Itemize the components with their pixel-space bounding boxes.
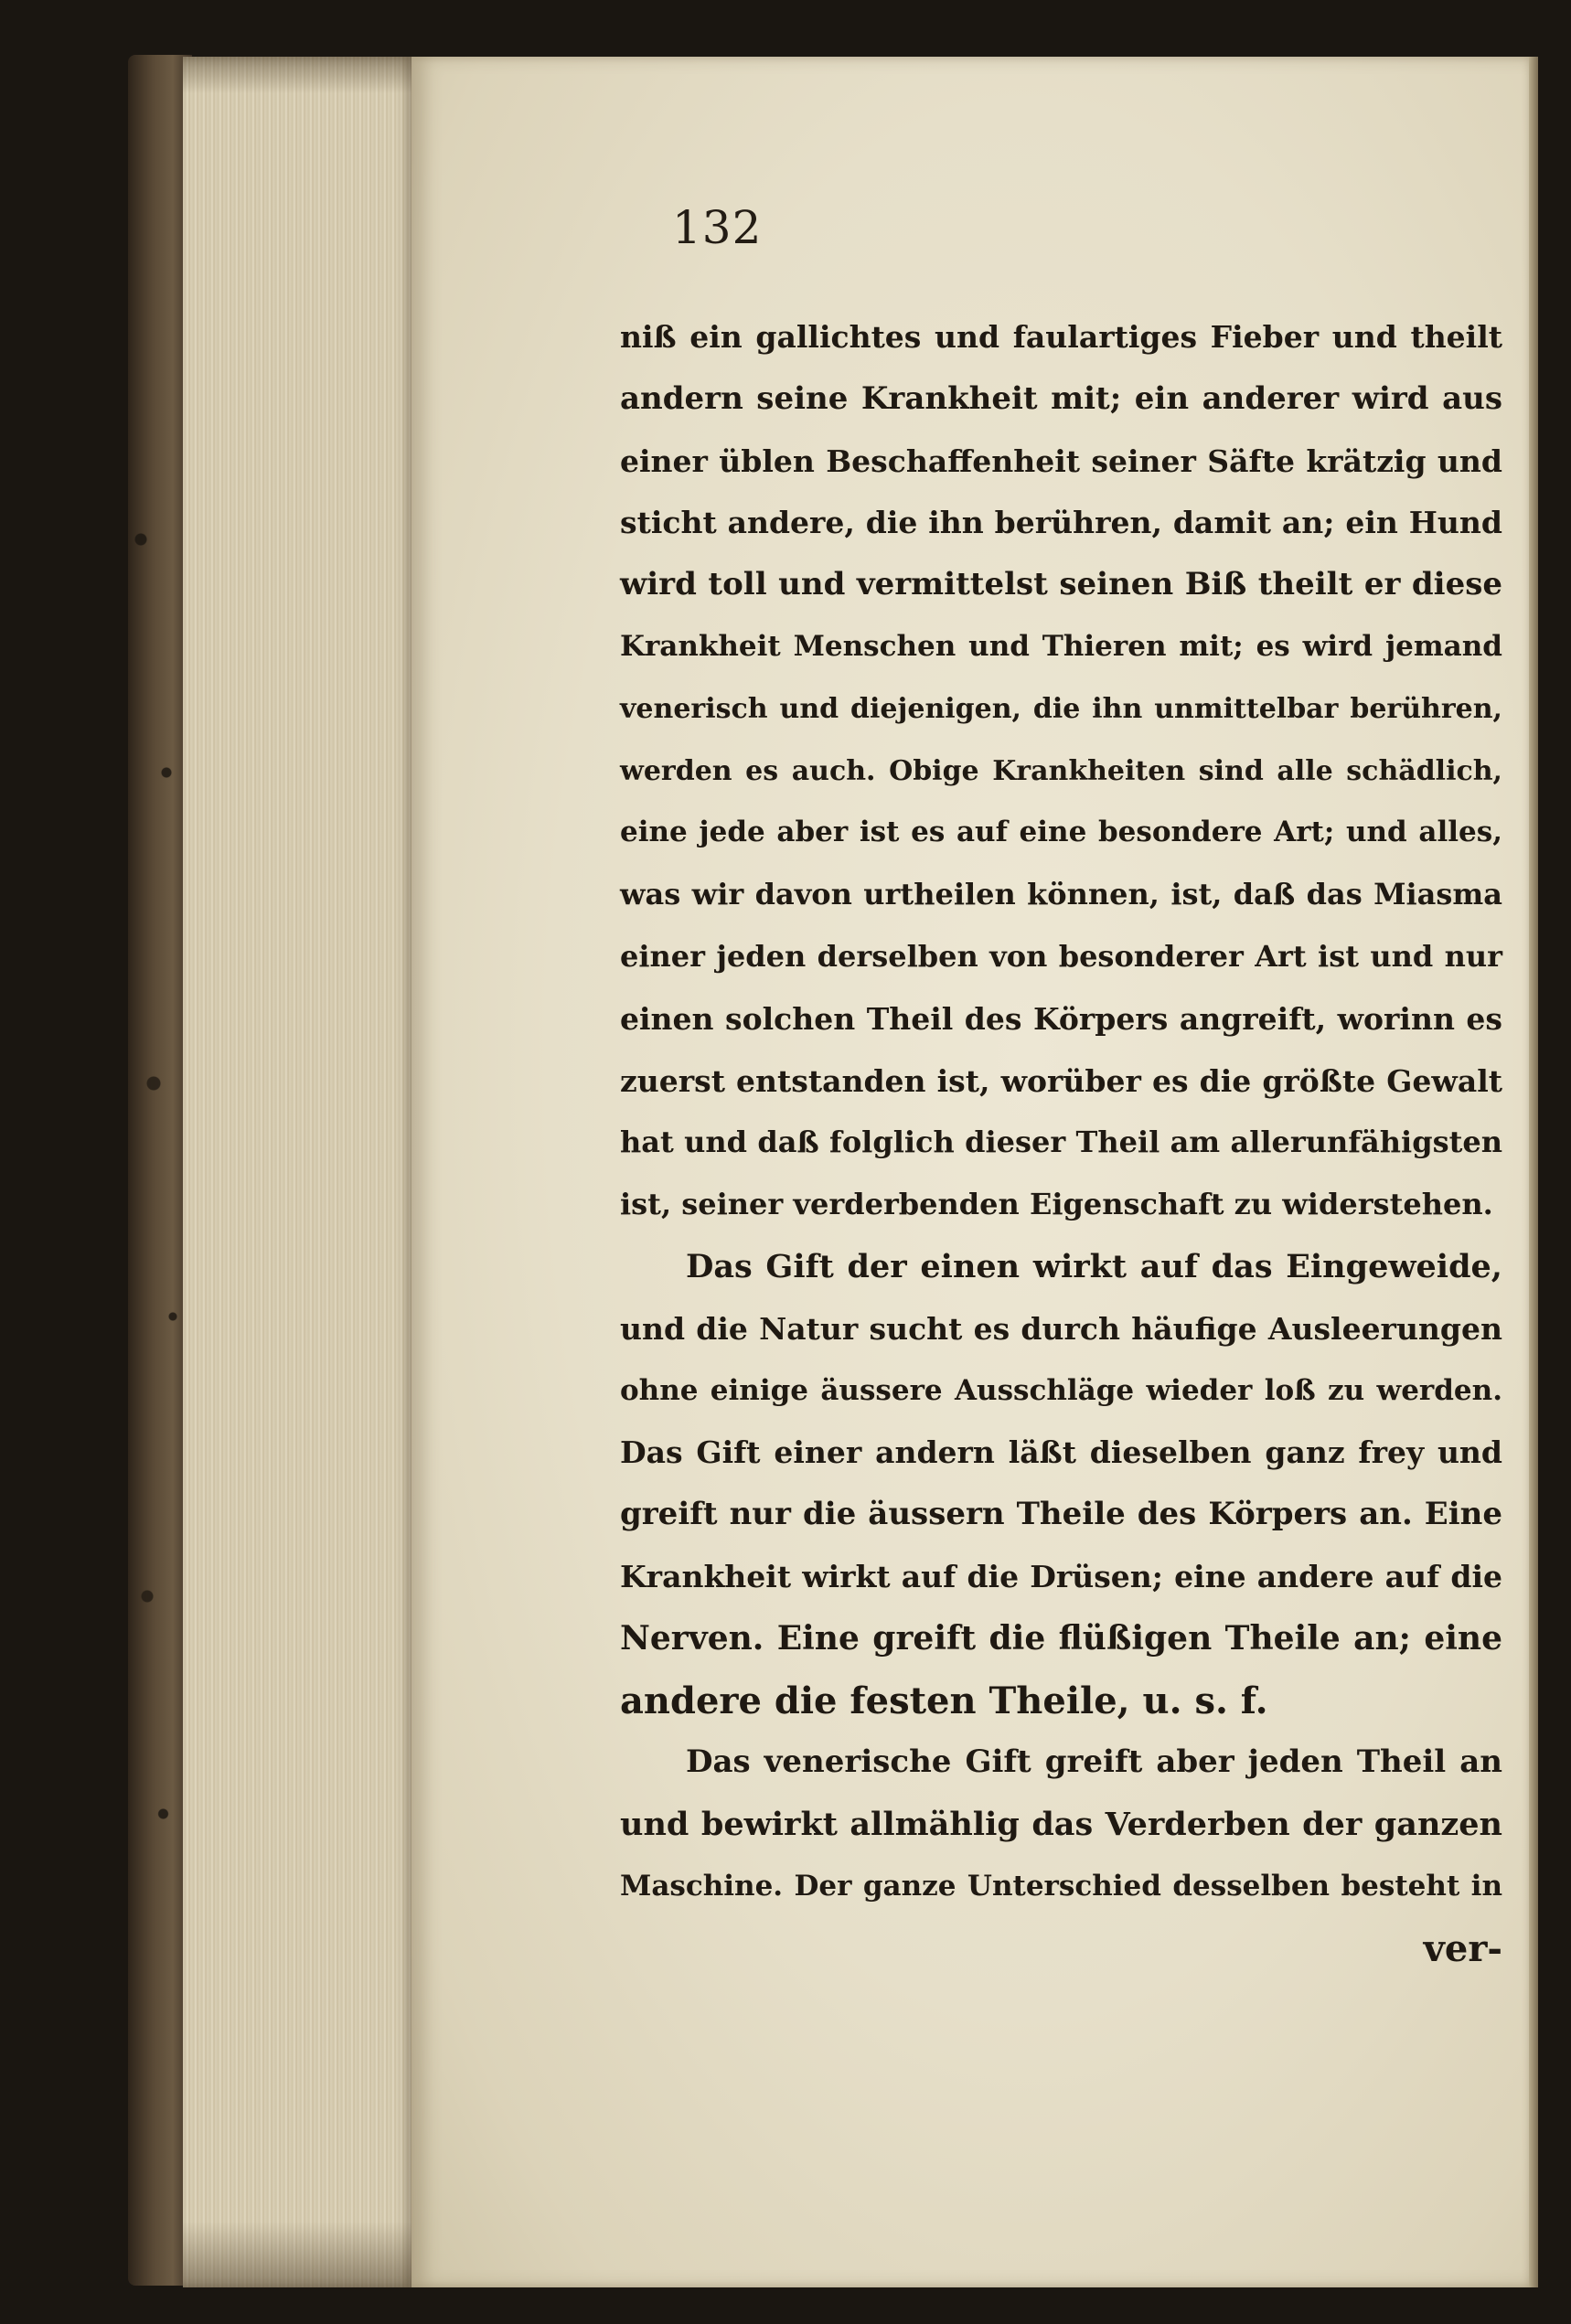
page-edges-shadow-top xyxy=(183,57,411,93)
text-line: eine jede aber ist es auf eine besondere Art; und alles, xyxy=(620,816,1502,849)
text-line: Das Gift einer andern läßt dieselben ganz frey und xyxy=(620,1434,1502,1471)
page-number: 132 xyxy=(672,201,763,254)
text-line: Das Gift der einen wirkt auf das Eingeweide, xyxy=(686,1247,1502,1285)
text-line: andern seine Krankheit mit; ein anderer wird aus xyxy=(620,379,1502,417)
text-line: und die Natur sucht es durch häufige Ausleerungen xyxy=(620,1310,1502,1347)
text-line: greift nur die äussern Theile des Körpers an. Eine xyxy=(620,1496,1502,1533)
text-line: werden es auch. Obige Krankheiten sind alle schädlich, xyxy=(620,754,1502,787)
text-line: zuerst entstanden ist, worüber es die größte Gewalt xyxy=(620,1062,1502,1099)
text-line: ist, seiner verderbenden Eigenschaft zu widerstehen. xyxy=(620,1187,1493,1222)
text-line: niß ein gallichtes und faulartiges Fieber und theilt xyxy=(620,319,1502,355)
text-line: venerisch und diejenigen, die ihn unmittelbar berühren, xyxy=(620,692,1502,725)
text-line: einer jeden derselben von besonderer Art ist und nur xyxy=(620,938,1502,974)
text-line: Nerven. Eine greift die flüßigen Theile an; eine xyxy=(620,1618,1502,1658)
page-edges-shadow-bottom xyxy=(183,2222,411,2287)
paragraph xyxy=(620,1732,1502,1917)
text-line: Krankheit wirkt auf die Drüsen; eine andere auf die xyxy=(620,1558,1502,1594)
paragraph xyxy=(620,1236,1502,1732)
text-line: und bewirkt allmählig das Verderben der ganzen xyxy=(620,1806,1502,1844)
text-line: wird toll und vermittelst seinen Biß theilt er diese xyxy=(620,566,1502,603)
text-line: hat und daß folglich dieser Theil am allerunfähigsten xyxy=(620,1125,1502,1160)
text-line: sticht andere, die ihn berühren, damit an; ein Hund xyxy=(620,505,1502,541)
body-text xyxy=(620,306,1502,1980)
paragraph xyxy=(620,306,1502,1236)
text-line: andere die festen Theile, u. s. f. xyxy=(620,1679,1268,1722)
text-line: Krankheit Menschen und Thieren mit; es wird jemand xyxy=(620,629,1502,663)
catchword: ver- xyxy=(1423,1926,1502,1970)
text-line: Maschine. Der ganze Unterschied desselben besteht in xyxy=(620,1869,1502,1903)
page-right-edge xyxy=(1529,57,1538,2287)
page-edges-stack xyxy=(183,57,411,2287)
text-line: was wir davon urtheilen können, ist, daß das Miasma xyxy=(620,877,1502,912)
text-line: Das venerische Gift greift aber jeden Theil an xyxy=(686,1743,1502,1781)
text-line: einer üblen Beschaffenheit seiner Säfte krätzig und xyxy=(620,442,1502,479)
text-line: ohne einige äussere Ausschläge wieder loß zu werden. xyxy=(620,1373,1502,1407)
text-line: einen solchen Theil des Körpers angreift, worinn es xyxy=(620,1000,1502,1037)
